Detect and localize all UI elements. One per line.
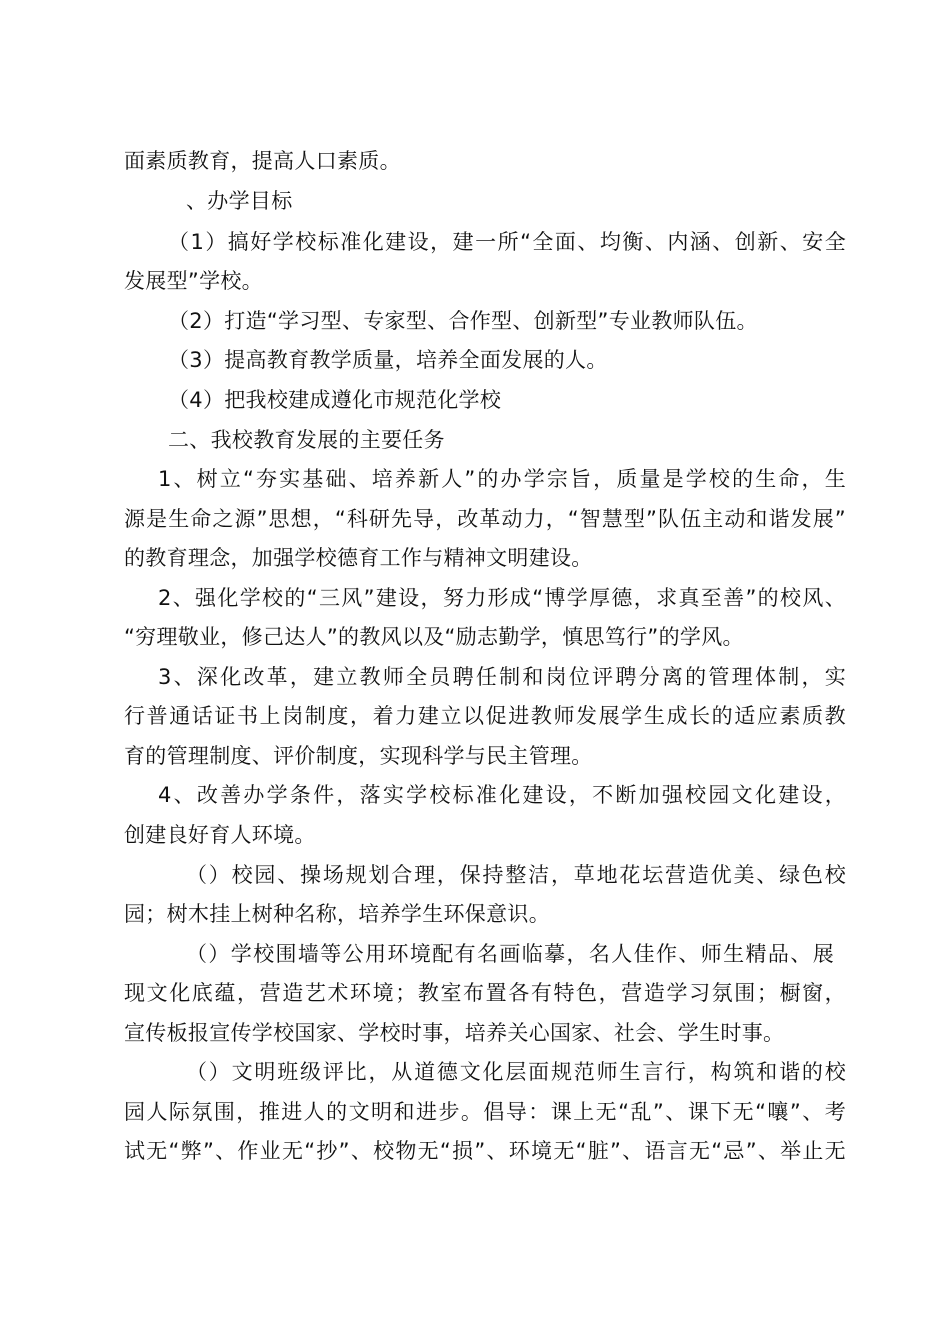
text-line-sub-1a: （）校园、操场规划合理，保持整洁，草地花坛营造优美、绿色校 bbox=[186, 863, 846, 887]
section-heading-school-goals: 、办学目标 bbox=[186, 189, 293, 213]
text-line-task-4b: 创建良好育人环境。 bbox=[124, 823, 316, 847]
text-line-goal-4: （4）把我校建成遵化市规范化学校 bbox=[168, 388, 502, 412]
text-line-task-4a: 4、改善办学条件，落实学校标准化建设，不断加强校园文化建设， bbox=[158, 783, 846, 807]
text-line-sub-3c: 试无“弊”、作业无“抄”、校物无“损”、环境无“脏”、语言无“忌”、举止无 bbox=[124, 1139, 846, 1163]
section-heading-main-tasks: 二、我校教育发展的主要任务 bbox=[168, 428, 445, 452]
text-line-task-1a: 1、树立“夯实基础、培养新人”的办学宗旨，质量是学校的生命，生 bbox=[158, 467, 846, 491]
text-line-task-1b: 源是生命之源”思想，“科研先导，改革动力，“智慧型”队伍主动和谐发展” bbox=[124, 507, 846, 531]
text-line-sub-2b: 现文化底蕴，营造艺术环境；教室布置各有特色，营造学习氛围；橱窗， bbox=[124, 981, 846, 1005]
text-line-sub-2c: 宣传板报宣传学校国家、学校时事，培养关心国家、社会、学生时事。 bbox=[124, 1021, 785, 1045]
text-line-goal-3: （3）提高教育教学质量，培养全面发展的人。 bbox=[168, 348, 608, 372]
text-line-task-2b: “穷理敬业，修己达人”的教风以及“励志勤学，慎思笃行”的学风。 bbox=[124, 625, 744, 649]
text-line-goal-1b: 发展型”学校。 bbox=[124, 269, 263, 293]
text-line-sub-3a: （）文明班级评比，从道德文化层面规范师生言行，构筑和谐的校 bbox=[186, 1060, 846, 1084]
text-line-task-1c: 的教育理念，加强学校德育工作与精神文明建设。 bbox=[124, 546, 593, 570]
text-line-task-2a: 2、强化学校的“三风”建设，努力形成“博学厚德，求真至善”的校风、 bbox=[158, 586, 846, 610]
text-line-task-3c: 育的管理制度、评价制度，实现科学与民主管理。 bbox=[124, 744, 593, 768]
text-line-task-3b: 行普通话证书上岗制度，着力建立以促进教师发展学生成长的适应素质教 bbox=[124, 704, 846, 728]
text-line-1: 面素质教育，提高人口素质。 bbox=[124, 149, 401, 173]
text-line-sub-2a: （）学校围墙等公用环境配有名画临摹，名人佳作、师生精品、展 bbox=[186, 942, 834, 966]
text-line-goal-2: （2）打造“学习型、专家型、合作型、创新型”专业教师队伍。 bbox=[168, 309, 758, 333]
text-line-goal-1a: （1）搞好学校标准化建设，建一所“全面、均衡、内涵、创新、安全 bbox=[168, 230, 846, 254]
text-line-sub-1b: 园；树木挂上树种名称，培养学生环保意识。 bbox=[124, 902, 550, 926]
text-line-sub-3b: 园人际氛围，推进人的文明和进步。倡导：课上无“乱”、课下无“嚷”、考 bbox=[124, 1100, 846, 1124]
text-line-task-3a: 3、深化改革，建立教师全员聘任制和岗位评聘分离的管理体制，实 bbox=[158, 665, 846, 689]
